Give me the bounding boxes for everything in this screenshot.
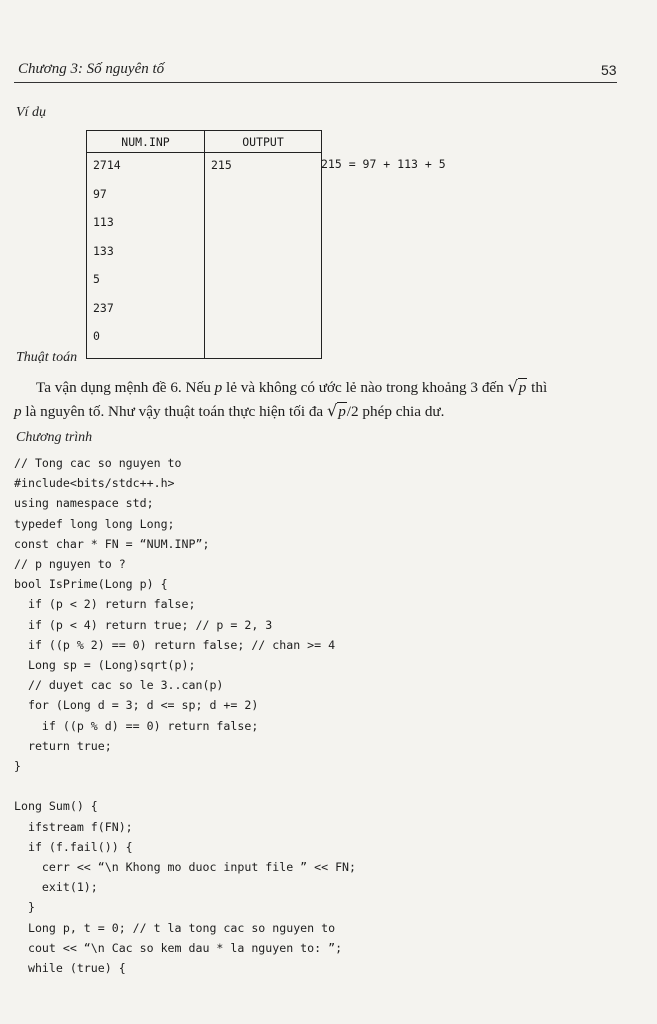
code-line bbox=[14, 776, 356, 796]
code-line: if (p < 2) return false; bbox=[14, 597, 196, 612]
input-value: 97 bbox=[93, 186, 107, 201]
algorithm-paragraph bbox=[14, 375, 617, 423]
input-column-header: NUM.INP bbox=[87, 131, 205, 153]
io-table bbox=[86, 130, 322, 359]
header-divider bbox=[14, 82, 617, 83]
code-listing bbox=[14, 453, 356, 978]
code-line: using namespace std; bbox=[14, 496, 154, 511]
code-line: // Tong cac so nguyen to bbox=[14, 456, 182, 470]
input-value: 133 bbox=[93, 243, 114, 258]
output-column-header: OUTPUT bbox=[205, 131, 322, 153]
code-line: if ((p % 2) == 0) return false; // chan >= 4 bbox=[14, 637, 336, 652]
input-value: 0 bbox=[93, 329, 100, 343]
code-line: return true; bbox=[14, 738, 112, 753]
code-line: const char * FN = “NUM.INP”; bbox=[14, 536, 210, 551]
input-value: 5 bbox=[93, 272, 100, 286]
paragraph-line-2: p là nguyên tố. Như vậy thuật toán thực hiện tối đa √p/2 phép chia dư. bbox=[14, 401, 445, 420]
code-line: exit(1); bbox=[14, 880, 98, 895]
algorithm-label: Thuật toán bbox=[16, 350, 78, 365]
sqrt-p-over-2-formula: √p/2 bbox=[326, 401, 359, 420]
input-value: 2714 bbox=[93, 158, 121, 172]
output-cell bbox=[205, 153, 322, 359]
code-line: #include<bits/stdc++.h> bbox=[14, 476, 175, 491]
output-value: 215 bbox=[211, 158, 232, 172]
sqrt-p-formula: √p bbox=[507, 377, 527, 396]
example-label: Ví dụ bbox=[16, 105, 46, 120]
code-line: } bbox=[14, 900, 35, 915]
code-line: typedef long long Long; bbox=[14, 516, 175, 531]
code-line: if (p < 4) return true; // p = 2, 3 bbox=[14, 617, 273, 632]
code-line: ifstream f(FN); bbox=[14, 819, 133, 834]
code-line: if (f.fail()) { bbox=[14, 839, 133, 854]
page-number: 53 bbox=[601, 62, 617, 78]
code-line: Long sp = (Long)sqrt(p); bbox=[14, 658, 196, 673]
code-line: // duyet cac so le 3..can(p) bbox=[14, 678, 224, 693]
code-line: cout << “\n Cac so kem dau * la nguyen to: ”; bbox=[14, 940, 343, 955]
chapter-title: Chương 3: Số nguyên tố bbox=[18, 61, 165, 77]
code-line: for (Long d = 3; d <= sp; d += 2) bbox=[14, 698, 259, 713]
code-line: } bbox=[14, 759, 21, 774]
code-line: bool IsPrime(Long p) { bbox=[14, 577, 168, 592]
input-value: 237 bbox=[93, 300, 114, 315]
code-line: cerr << “\n Khong mo duoc input file ” << FN; bbox=[14, 860, 357, 875]
sum-explanation: 215 = 97 + 113 + 5 bbox=[321, 157, 446, 171]
code-line: Long Sum() { bbox=[14, 799, 98, 814]
program-label: Chương trình bbox=[16, 430, 93, 445]
input-cell bbox=[87, 153, 205, 359]
code-line: while (true) { bbox=[14, 961, 126, 976]
paragraph-line-1: Ta vận dụng mệnh đề 6. Nếu p lẻ và không có ước lẻ nào trong khoảng 3 đến √p thì bbox=[36, 377, 548, 396]
code-line: if ((p % d) == 0) return false; bbox=[14, 718, 259, 733]
input-value: 113 bbox=[93, 215, 114, 229]
code-line: // p nguyen to ? bbox=[14, 557, 126, 572]
code-line: Long p, t = 0; // t la tong cac so nguyen to bbox=[14, 920, 336, 935]
